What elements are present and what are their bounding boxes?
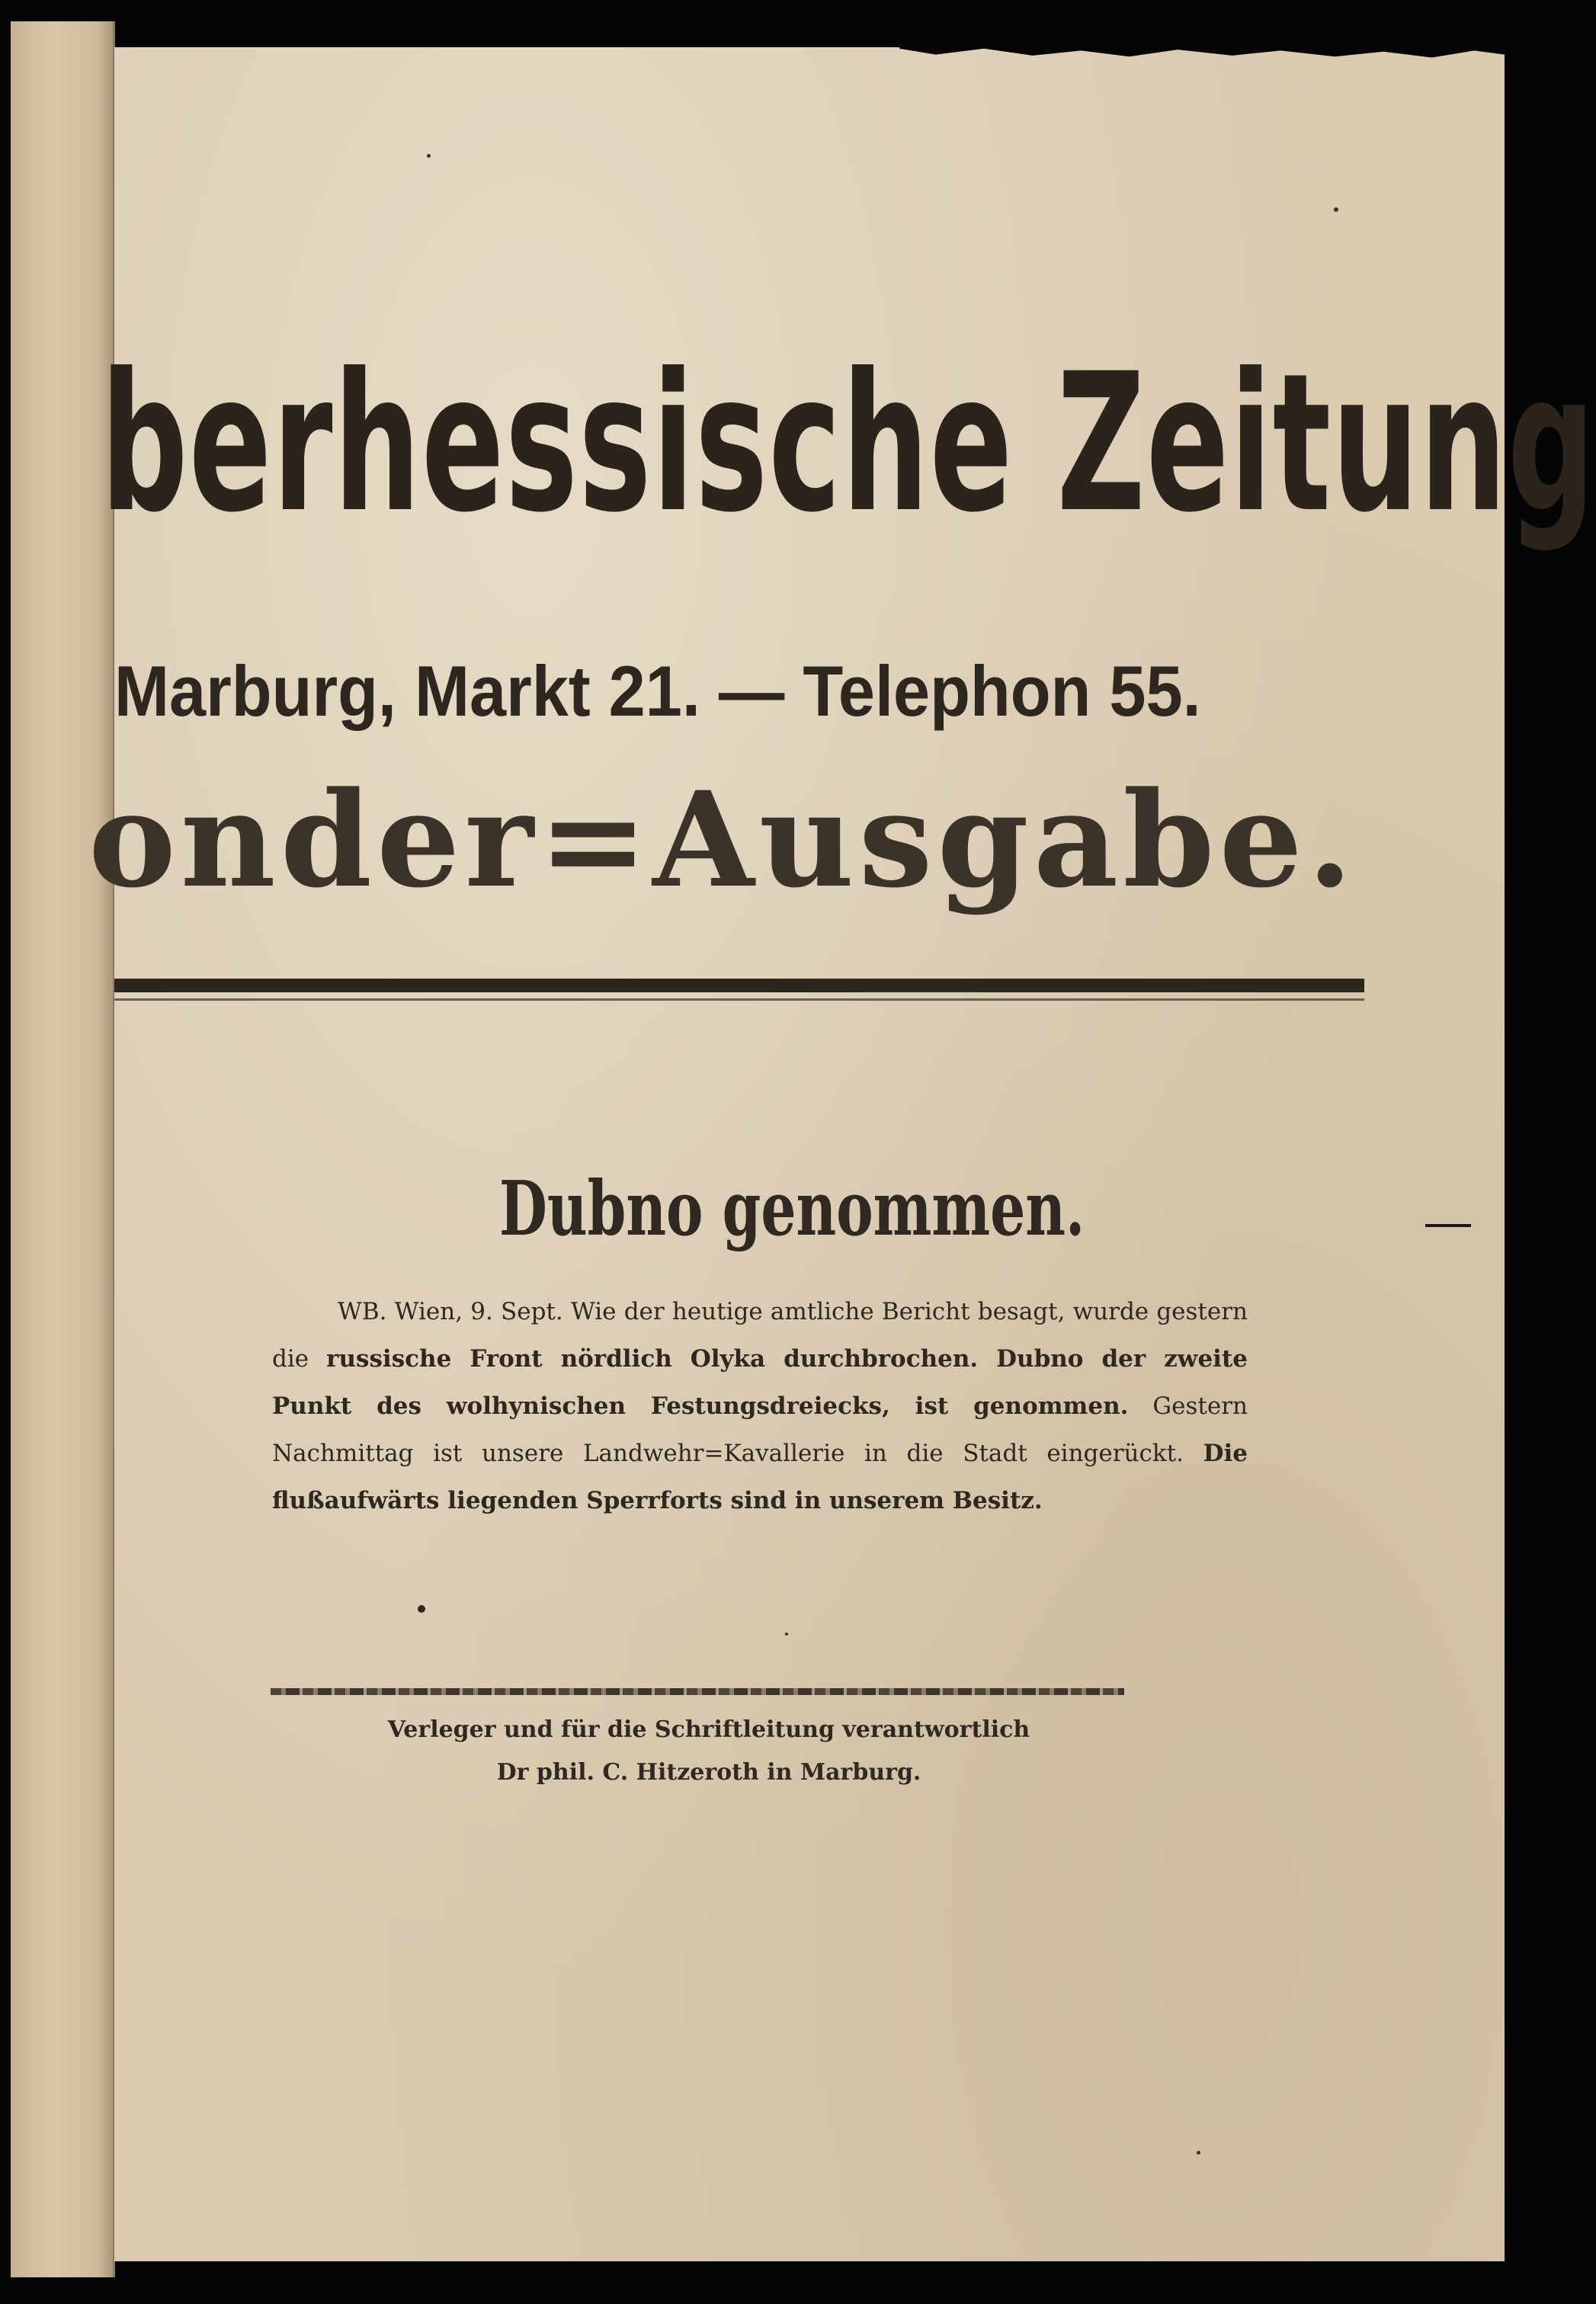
newspaper-title: berhessische Zeitung (101, 332, 1596, 554)
masthead-rule (114, 979, 1364, 992)
imprint-line-2: Dr phil. C. Hitzeroth in Marburg. (496, 1759, 921, 1786)
paper-speck (427, 154, 431, 158)
article-dateline: WB. Wien, 9. Sept. (338, 1298, 563, 1325)
edition-label: onder=Ausgabe. (88, 762, 1357, 917)
publisher-address: Marburg, Markt 21. — Telephon 55. (114, 651, 1201, 731)
newspaper-sheet (88, 47, 1596, 2261)
edge-mark (1425, 1224, 1471, 1227)
article-text: Gestern Nachmittag ist unsere Landwehr=Kavallerie in die Stadt eingerückt. (272, 1392, 1248, 1467)
footer-rule (271, 1688, 1124, 1695)
article-text-bold: Die flußaufwärts liegenden Sperrforts sind in unserem Besitz. (272, 1440, 1248, 1514)
paper-speck (1197, 2151, 1200, 2155)
ink-dot (418, 1605, 425, 1613)
article-headline: Dubno genommen. (499, 1165, 1085, 1253)
imprint (328, 1709, 1090, 1794)
masthead-rule-thin (114, 998, 1364, 1001)
article-text-bold: russische Front nördlich Olyka durchbrochen. Dubno der zweite Punkt des wolhynischen Festungsdreiecks, ist genommen. (272, 1345, 1248, 1420)
article-body (272, 1288, 1248, 1524)
article-text: Wie der heutige amtliche Bericht besagt, wurde gestern die (272, 1298, 1248, 1373)
paper-speck (785, 1633, 788, 1636)
paper-speck (1334, 207, 1338, 212)
folded-paper-edge (11, 21, 115, 2277)
masthead (101, 318, 1596, 623)
imprint-line-1: Verleger und für die Schriftleitung verantwortlich (387, 1716, 1030, 1743)
